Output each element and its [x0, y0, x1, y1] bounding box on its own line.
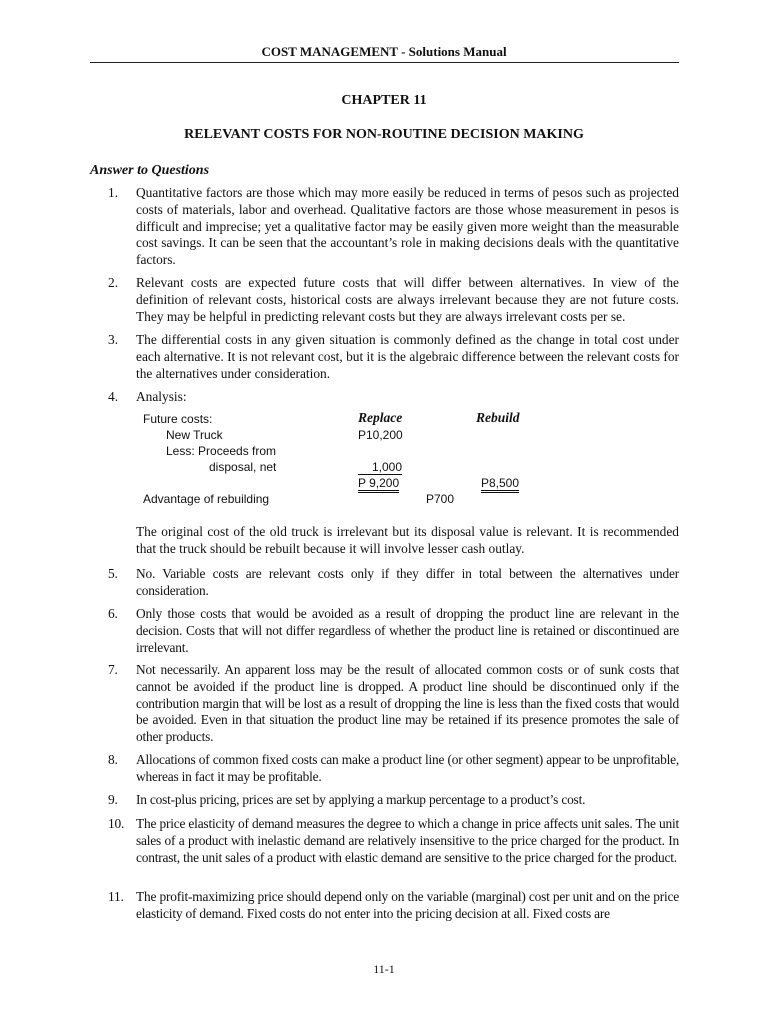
running-header: COST MANAGEMENT - Solutions Manual [261, 44, 507, 59]
answer-number: 1. [108, 185, 119, 200]
answer-7 [108, 662, 679, 746]
analysis-advantage-value: P700 [426, 492, 455, 506]
analysis-advantage-label: Advantage of rebuilding [143, 492, 270, 506]
answer-number: 5. [108, 566, 118, 581]
analysis-col-replace: Replace [358, 410, 403, 425]
analysis-new-truck-replace: P10,200 [358, 428, 403, 442]
section-heading: Answer to Questions [90, 163, 210, 178]
analysis-less-proceeds: Less: Proceeds from [166, 444, 277, 458]
answer-number: 11. [108, 889, 124, 904]
answer-text: Allocations of common fixed costs can make a product line (or other segment) appear to be unprofitable, whereas in fact it may be profitable. [136, 752, 679, 784]
answer-number: 4. [108, 389, 119, 404]
answer-text: Relevant costs are expected future costs that will differ between alternatives. In view of the definition of relevant costs, historical costs are always irrelevant because they are not future costs. They may be helpful in predicting relevant costs but they are always irrelevant costs per se. [136, 275, 679, 324]
analysis-note: The original cost of the old truck is irrelevant but its disposal value is relevant. It is recommended that the truck should be rebuilt because it will involve lesser cash outlay. [136, 524, 679, 556]
answer-number: 3. [108, 332, 119, 347]
analysis-col-rebuild: Rebuild [476, 410, 520, 425]
answer-text: The profit-maximizing price should depend only on the variable (marginal) cost per unit and on the price elasticity of demand. Fixed costs do not enter into the pricing decision at all. Fixed costs are [136, 889, 679, 921]
answer-text: Analysis: [136, 389, 187, 404]
answer-text: The price elasticity of demand measures the degree to which a change in price affects unit sales. The unit sales of a product with inelastic demand are relatively insensitive to the price charged for the product. In contrast, the unit sales of a product with elastic demand are sensitive to the price charged for the product. [136, 816, 679, 865]
analysis-total-rebuild: P8,500 [481, 476, 519, 493]
chapter-title: RELEVANT COSTS FOR NON-ROUTINE DECISION MAKING [184, 127, 584, 142]
answer-number: 6. [108, 606, 118, 621]
analysis-future-costs: Future costs: [143, 412, 213, 426]
answer-number: 8. [108, 752, 118, 767]
answer-number: 9. [108, 792, 118, 807]
answer-1 [108, 185, 679, 269]
answer-2 [108, 275, 679, 325]
answer-3 [108, 332, 679, 382]
answer-text: The differential costs in any given situation is commonly defined as the change in total cost under each alternative. It is not relevant cost, but it is the algebraic difference between the relevant costs for the alternatives under consideration. [136, 332, 679, 381]
answer-9 [108, 792, 679, 809]
answer-text: In cost-plus pricing, prices are set by applying a markup percentage to a product’s cost. [136, 792, 586, 807]
analysis-disposal-net: disposal, net [209, 460, 277, 474]
answer-4 [108, 389, 679, 406]
header-rule [90, 62, 679, 63]
analysis-total-replace: P 9,200 [358, 476, 399, 493]
page-number: 11-1 [373, 962, 395, 976]
analysis-disposal-replace: 1,000 [358, 460, 402, 475]
answer-text: Quantitative factors are those which may more easily be reduced in terms of pesos such as projected costs of materials, labor and overhead. Qualitative factors are those whose measurement in pesos is difficult and imprecise; yet a qualitative factor may be easily given more weight than the measurable cost savings. It can be seen that the accountant’s role in making decisions deals with the quantitative factors. [136, 185, 679, 268]
answer-number: 10. [108, 816, 125, 831]
answer-11 [108, 889, 679, 923]
answer-8 [108, 752, 679, 786]
answer-text: No. Variable costs are relevant costs only if they differ in total between the alternatives under consideration. [136, 566, 679, 598]
analysis-new-truck: New Truck [166, 428, 223, 442]
answer-text: Only those costs that would be avoided as a result of dropping the product line are relevant in the decision. Costs that will not differ regardless of whether the product line is retained or discontinued are irrelevant. [136, 606, 679, 655]
answer-text: Not necessarily. An apparent loss may be the result of allocated common costs or of sunk costs that cannot be avoided if the product line is dropped. A product line should be discontinued only if the contribution margin that will be lost as a result of dropping the line is less than the fixed costs that would be avoided. Even in that situation the product line may be retained if its presence promotes the sale of other products. [136, 662, 679, 745]
answer-10 [108, 816, 679, 866]
answer-6 [108, 606, 679, 656]
chapter-number: CHAPTER 11 [341, 93, 427, 108]
answer-5 [108, 566, 679, 600]
answer-number: 7. [108, 662, 118, 677]
answer-number: 2. [108, 275, 119, 290]
